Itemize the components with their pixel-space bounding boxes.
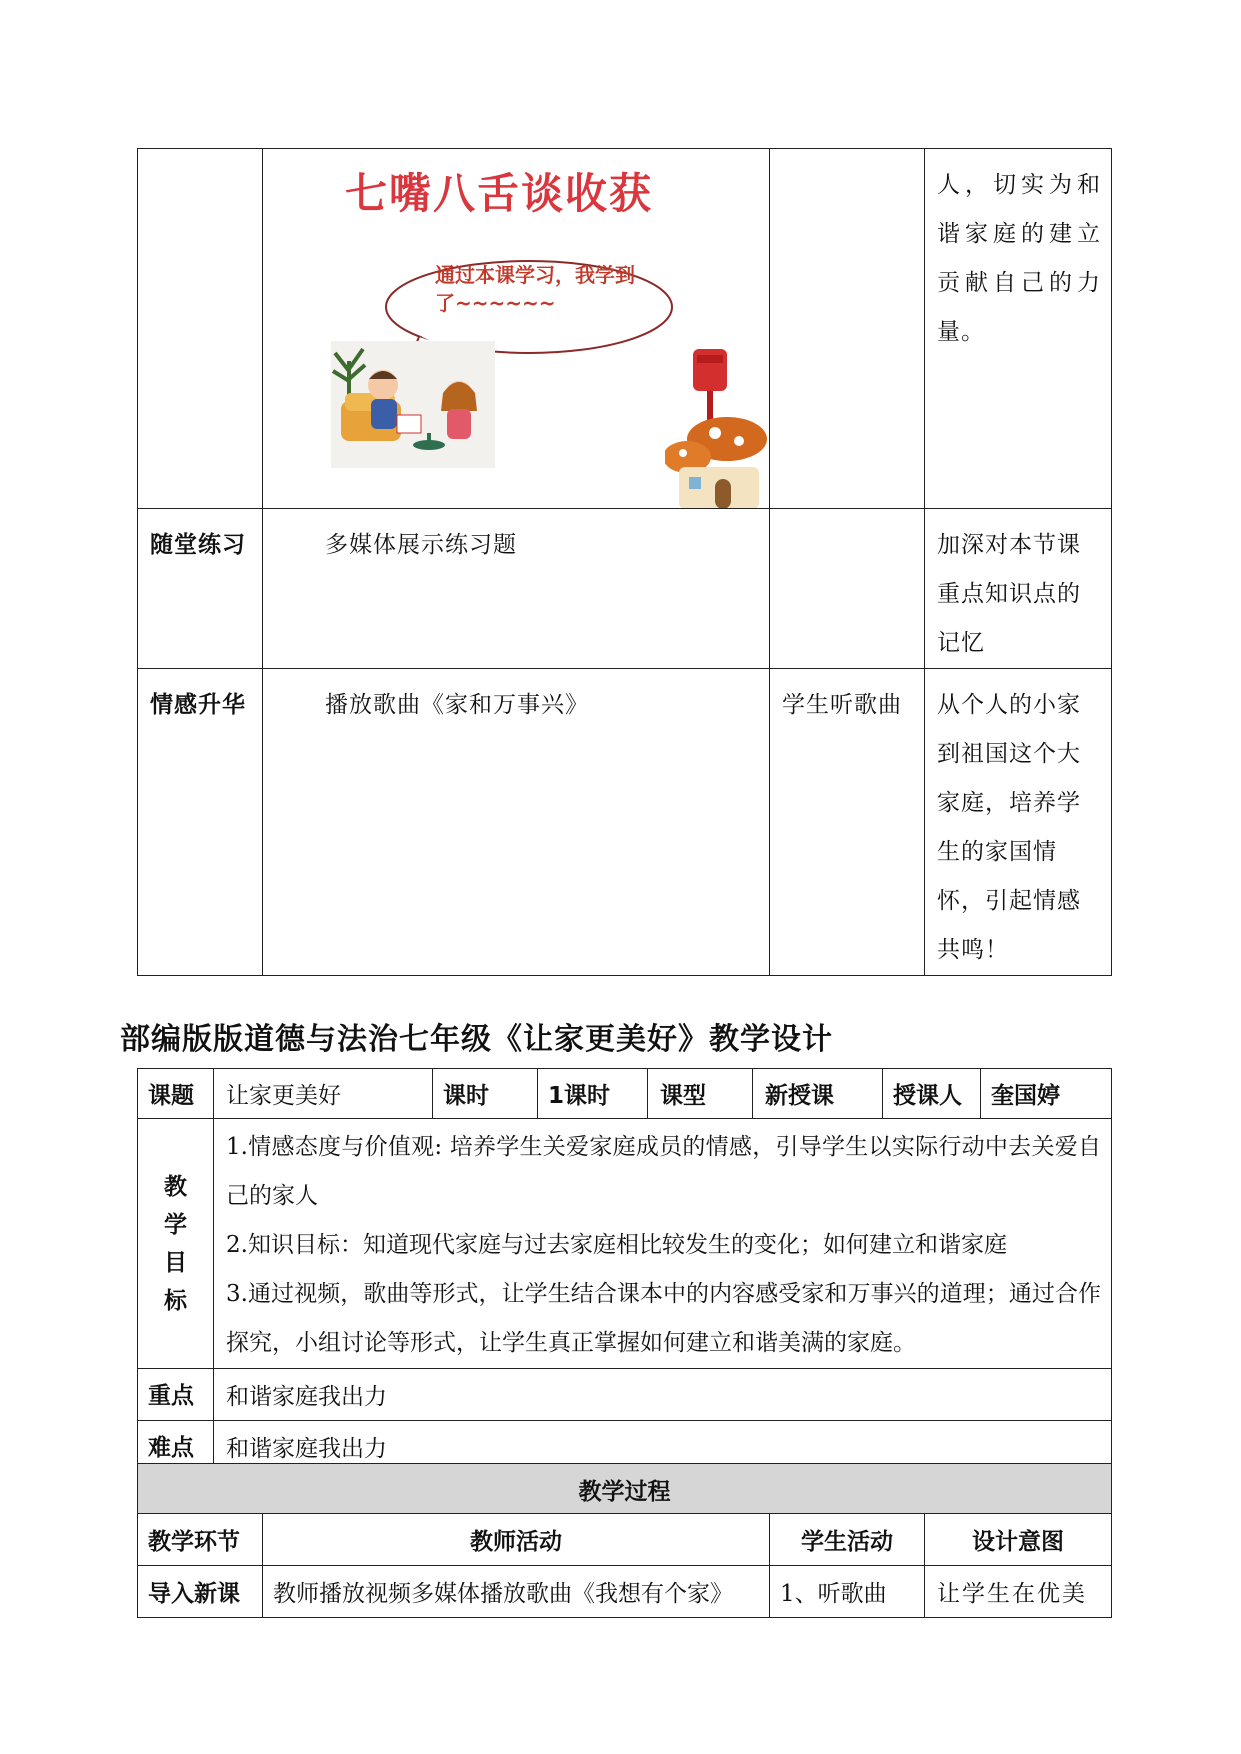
slide-image-cell <box>263 149 770 509</box>
difficult-label: 难点 <box>148 1435 194 1461</box>
row2-intent-cell <box>925 669 1112 976</box>
subject-label: 课题 <box>148 1083 194 1109</box>
type-label: 课型 <box>660 1083 706 1109</box>
first-row-intent: 让学生在优美 <box>937 1581 1087 1607</box>
family-cartoon-image <box>331 341 495 468</box>
row1-student <box>770 509 924 521</box>
row1-label: 随堂练习 <box>150 532 246 558</box>
teacher-value: 奎国婷 <box>991 1083 1060 1109</box>
row2-label-cell <box>138 669 263 976</box>
objective-1: 1.情感态度与价值观: 培养学生关爱家庭成员的情感，引导学生以实际行动中去关爱自己的家人 <box>226 1134 1101 1209</box>
top-lesson-table <box>137 148 1112 976</box>
row2-label: 情感升华 <box>150 692 246 718</box>
difficult-value: 和谐家庭我出力 <box>226 1436 387 1462</box>
row2-intent: 从个人的小家到祖国这个大家庭，培养学生的家国情怀，引起情感共鸣！ <box>937 692 1081 963</box>
col-teacher: 教师活动 <box>470 1529 562 1555</box>
type-value: 新授课 <box>765 1083 834 1109</box>
col-stage: 教学环节 <box>148 1529 240 1555</box>
key-label: 重点 <box>148 1383 194 1409</box>
col-intent: 设计意图 <box>972 1529 1064 1555</box>
row0-intent-cell <box>925 149 1112 509</box>
row2-student: 学生听歌曲 <box>782 692 902 718</box>
col-student: 学生活动 <box>801 1529 893 1555</box>
objective-2: 2.知识目标：知道现代家庭与过去家庭相比较发生的变化；如何建立和谐家庭 <box>226 1232 1007 1258</box>
process-header: 教学过程 <box>578 1479 671 1505</box>
hours-label: 课时 <box>443 1083 489 1109</box>
row2-teacher: 播放歌曲《家和万事兴》 <box>325 692 589 718</box>
teacher-label: 授课人 <box>893 1083 962 1109</box>
row1-teacher: 多媒体展示练习题 <box>325 532 517 558</box>
process-table <box>137 1463 1112 1618</box>
first-row-teacher: 教师播放视频多媒体播放歌曲《我想有个家》 <box>273 1581 733 1607</box>
row1-teacher-cell <box>263 509 770 669</box>
slide-title: 七嘴八舌谈收获 <box>345 169 654 218</box>
row1-intent: 加深对本节课重点知识点的记忆 <box>937 532 1081 656</box>
document-title: 部编版版道德与法治七年级《让家更美好》教学设计 <box>120 1022 833 1057</box>
row1-intent-cell <box>925 509 1112 669</box>
row1-student-cell <box>770 509 925 669</box>
student-cell-empty <box>770 149 925 509</box>
row0-intent: 人，切实为和谐家庭的建立贡献自己的力量。 <box>937 172 1101 345</box>
bubble-text: 通过本课学习，我学到了~~~~~~ <box>435 263 635 315</box>
row2-student-cell <box>770 669 925 976</box>
key-value: 和谐家庭我出力 <box>226 1384 387 1410</box>
first-row-stage: 导入新课 <box>148 1581 240 1607</box>
mushroom-mailbox-image <box>665 349 769 509</box>
hours-value: 1课时 <box>548 1083 611 1109</box>
stage-cell-empty <box>138 149 263 509</box>
first-row-student: 1、听歌曲 <box>780 1581 887 1607</box>
info-table <box>137 1068 1112 1473</box>
row1-label-cell <box>138 509 263 669</box>
row2-teacher-cell <box>263 669 770 976</box>
objectives-label: 教学目标 <box>164 1173 187 1314</box>
objective-3: 3.通过视频，歌曲等形式，让学生结合课本中的内容感受家和万事兴的道理；通过合作探究，小组讨论等形式，让学生真正掌握如何建立和谐美满的家庭。 <box>226 1281 1101 1356</box>
subject-value: 让家更美好 <box>226 1083 341 1109</box>
